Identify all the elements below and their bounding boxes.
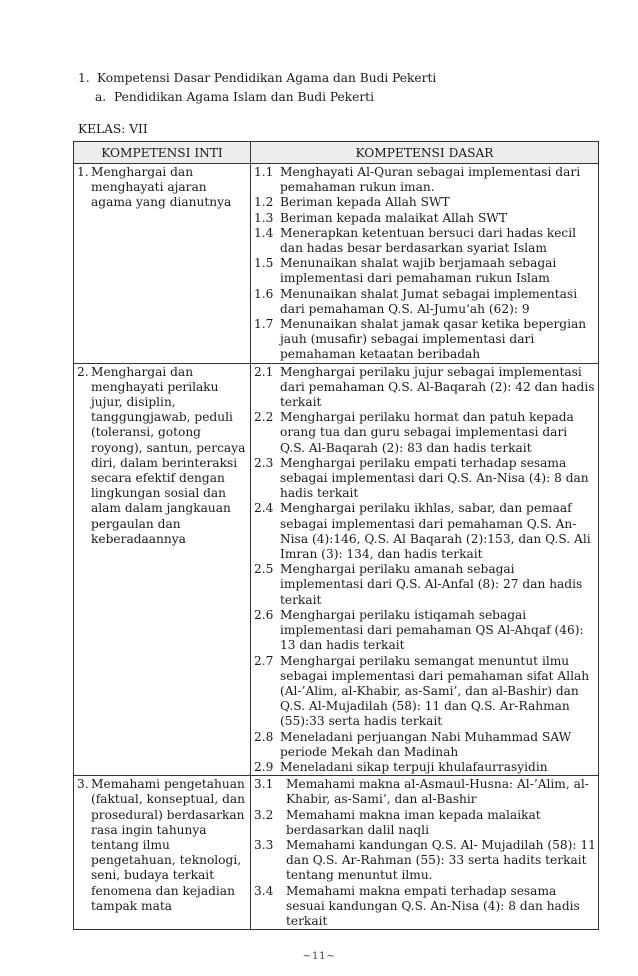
kd-text: Menghargai perilaku hormat dan patuh kepada orang tua dan guru sebagai implementasi dari Q.S. Al-Baqarah (2): 83 dan hadis terkait	[280, 410, 574, 455]
kd-item	[251, 838, 598, 884]
kd-number: 3.1	[254, 777, 274, 792]
ki-text: Menghargai dan menghayati perilaku jujur, disiplin, tanggungjawab, peduli (toleransi, gotong royong), santun, percaya diri, dalam berinteraksi secara efektif dengan lingkungan sosial dan alam dalam jangkauan pergaulan dan keberadaannya	[91, 364, 246, 546]
kd-text: Menghargai perilaku jujur sebagai implementasi dari pemahaman Q.S. Al-Baqarah (2): 42 dan hadis terkait	[280, 364, 595, 410]
kd-text: Beriman kepada Allah SWT	[280, 195, 450, 210]
subheading-text: Pendidikan Agama Islam dan Budi Pekerti	[114, 90, 374, 104]
kd-item	[251, 808, 598, 838]
kd-item	[251, 256, 598, 286]
subheading-letter: a.	[95, 90, 107, 104]
heading-text: Kompetensi Dasar Pendidikan Agama dan Budi Pekerti	[97, 71, 437, 85]
kd-text: Menghayati Al-Quran sebagai implementasi dari pemahaman rukun iman.	[280, 165, 581, 195]
kd-number: 1.4	[254, 225, 274, 240]
kd-text: Menerapkan ketentuan bersuci dari hadas kecil dan hadas besar berdasarkan syariat Islam	[280, 225, 577, 256]
kd-item	[251, 317, 598, 363]
ki-cell	[74, 776, 251, 930]
column-header-kd: KOMPETENSI DASAR	[251, 142, 599, 164]
kd-text: Memahami kandungan Q.S. Al- Mujadilah (58): 11 dan Q.S. Ar-Rahman (55): 33 serta hadits terkait tentang menuntut ilmu.	[286, 837, 596, 883]
kd-item	[251, 760, 598, 775]
ki-number: 1.	[77, 165, 89, 179]
kd-number: 1.7	[254, 317, 274, 332]
page-number: ~11~	[302, 950, 336, 962]
kd-item	[251, 164, 598, 195]
kd-text: Memahami makna empati terhadap sesama sesuai kandungan Q.S. An-Nisa (4): 8 dan hadis terkait	[286, 883, 580, 928]
kd-cell	[251, 164, 599, 364]
heading-number: 1.	[78, 71, 90, 85]
table-header-row	[74, 142, 599, 164]
kd-text: Meneladani sikap terpuji khulafaurrasyidin	[280, 759, 548, 774]
competency-table	[73, 141, 599, 930]
kd-number: 1.6	[254, 286, 274, 301]
kd-text: Memahami makna iman kepada malaikat berdasarkan dalil naqli	[286, 807, 541, 837]
ki-number: 3.	[77, 777, 89, 792]
ki-number: 2.	[77, 364, 89, 379]
kd-item	[251, 884, 598, 930]
kd-number: 3.2	[254, 807, 274, 822]
kd-text: Menghargai perilaku empati terhadap sesama sebagai implementasi dari Q.S. An-Nisa (4): 8 dan hadis terkait	[280, 455, 589, 501]
kd-number: 2.9	[254, 759, 274, 774]
kd-text: Menunaikan shalat jamak qasar ketika bepergian jauh (musafir) sebagai implementasi dari pemahaman ketaatan beribadah	[280, 317, 587, 362]
table-row	[74, 363, 599, 775]
kd-number: 1.3	[254, 210, 274, 225]
kd-number: 2.3	[254, 455, 274, 470]
kd-number: 2.4	[254, 501, 274, 516]
kd-number: 2.2	[254, 410, 274, 425]
kd-number: 2.8	[254, 729, 274, 744]
kd-item	[251, 456, 598, 502]
kd-item	[251, 195, 598, 210]
kd-number: 2.6	[254, 607, 274, 622]
kd-item	[251, 776, 598, 807]
kd-item	[251, 654, 598, 730]
section-heading-1	[78, 70, 436, 86]
kd-number: 3.4	[254, 883, 274, 898]
kd-text: Memahami makna al-Asmaul-Husna: Al-’Alim, al-Khabir, as-Sami’, dan al-Bashir	[286, 777, 589, 807]
ki-cell	[74, 363, 251, 775]
class-label: KELAS: VII	[78, 122, 148, 136]
kd-item	[251, 211, 598, 226]
kd-item	[251, 364, 598, 411]
kd-text: Menunaikan shalat Jumat sebagai implementasi dari pemahaman Q.S. Al-Jumu‘ah (62): 9	[280, 286, 578, 316]
table-row	[74, 164, 599, 364]
kd-item	[251, 608, 598, 654]
kd-item	[251, 226, 598, 256]
ki-text: Menghargai dan menghayati ajaran agama yang dianutnya	[91, 165, 232, 210]
kd-number: 2.5	[254, 562, 274, 577]
kd-cell	[251, 776, 599, 930]
column-header-ki: KOMPETENSI INTI	[74, 142, 251, 164]
kd-number: 2.1	[254, 364, 274, 379]
kd-number: 3.3	[254, 837, 274, 852]
kd-cell	[251, 363, 599, 775]
ki-text: Memahami pengetahuan (faktual, konseptual, dan prosedural) berdasarkan rasa ingin tahunya tentang ilmu pengetahuan, teknologi, seni, budaya terkait fenomena dan kejadian tampak mata	[91, 777, 245, 913]
ki-cell	[74, 164, 251, 364]
kd-item	[251, 501, 598, 562]
kd-number: 1.1	[254, 165, 274, 179]
kd-text: Menunaikan shalat wajib berjamaah sebagai implementasi dari pemahaman rukun Islam	[280, 256, 557, 286]
kd-text: Beriman kepada malaikat Allah SWT	[280, 210, 507, 225]
kd-text: Meneladani perjuangan Nabi Muhammad SAW periode Mekah dan Madinah	[280, 729, 572, 759]
kd-text: Menghargai perilaku ikhlas, sabar, dan pemaaf sebagai implementasi dari pemahaman Q.S. An-Nisa (4):146, Q.S. Al Baqarah (2):153, dan Q.S. Ali Imran (3): 134, dan hadis terkait	[280, 501, 591, 562]
kd-item	[251, 562, 598, 608]
kd-text: Menghargai perilaku istiqamah sebagai implementasi dari pemahaman QS Al-Ahqaf (46): 13 dan hadis terkait	[280, 607, 584, 653]
section-heading-1a	[95, 89, 374, 105]
kd-number: 1.2	[254, 195, 274, 210]
kd-item	[251, 730, 598, 760]
table-row	[74, 776, 599, 930]
kd-number: 2.7	[254, 653, 274, 668]
kd-text: Menghargai perilaku semangat menuntut ilmu sebagai implementasi dari pemahaman sifat Allah (Al-’Alim, al-Khabir, as-Sami’, dan al-Bashir) dan Q.S. Al-Mujadilah (58): 11 dan Q.S. Ar-Rahman (55):33 serta hadis terkait	[280, 653, 590, 729]
kd-number: 1.5	[254, 256, 274, 271]
kd-item	[251, 287, 598, 317]
kd-text: Menghargai perilaku amanah sebagai implementasi dari Q.S. Al-Anfal (8): 27 dan hadis terkait	[280, 562, 583, 607]
kd-item	[251, 410, 598, 456]
